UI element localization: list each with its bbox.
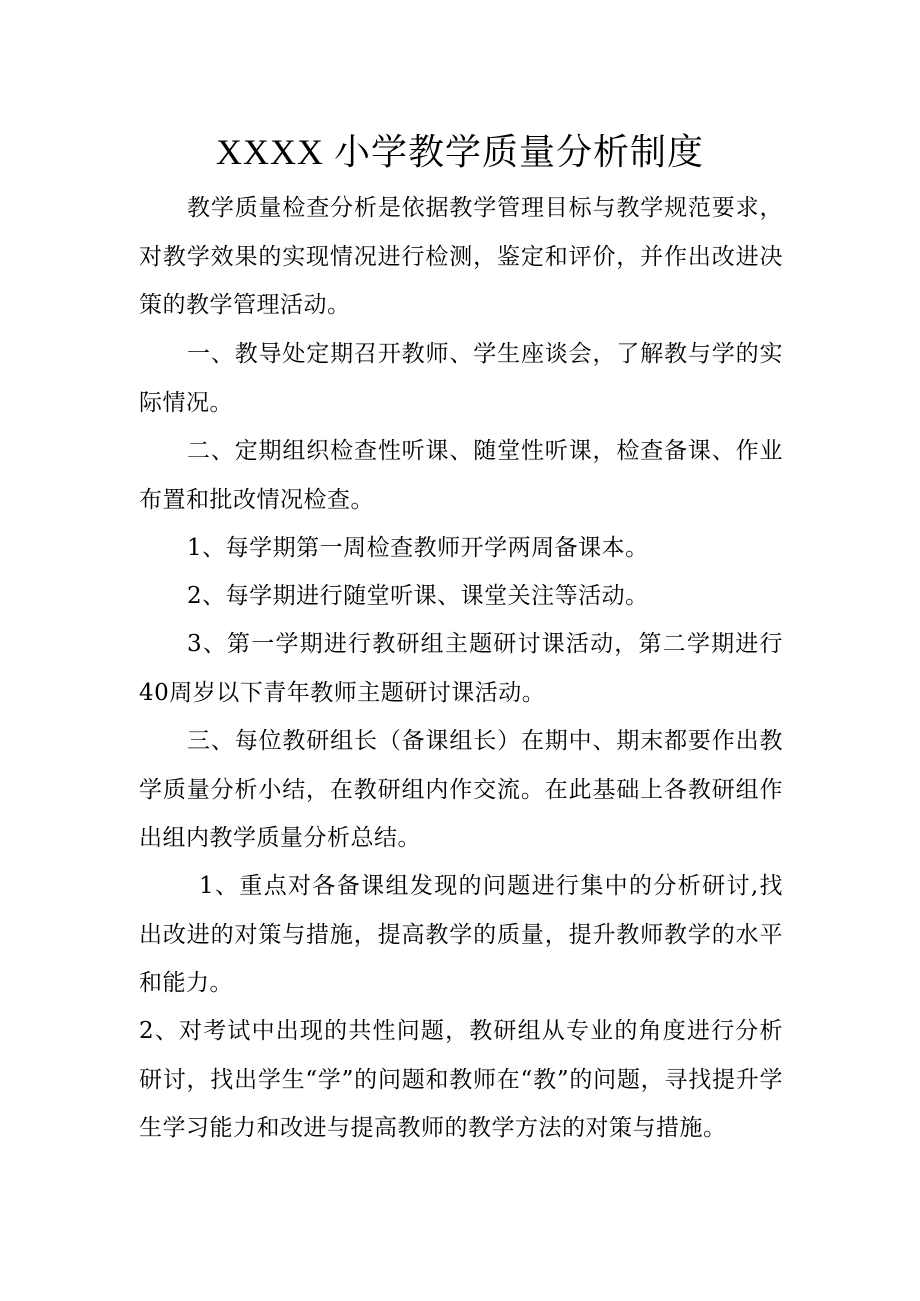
paragraph-section-2-item-2: 2、每学期进行随堂听课、课堂关注等活动。 bbox=[187, 583, 649, 609]
paragraph-section-1: 一、教导处定期召开教师、学生座谈会，了解教与学的实际情况。 bbox=[139, 341, 783, 416]
paragraph-section-3-item-1: 1、重点对各备课组发现的问题进行集中的分析研讨,找出改进的对策与措施，提高教学的质量，提升教师教学的水平和能力。 bbox=[139, 873, 783, 996]
paragraph-intro: 教学质量检查分析是依据教学管理目标与教学规范要求，对教学效果的实现情况进行检测，鉴定和评价，并作出改进决策的教学管理活动。 bbox=[139, 195, 783, 318]
paragraph-section-3-item-2: 2、对考试中出现的共性问题，教研组从专业的角度进行分析研讨，找出学生“学”的问题和教师在“教”的问题，寻找提升学生学习能力和改进与提高教师的教学方法的对策与措施。 bbox=[139, 1018, 783, 1141]
paragraph-section-3: 三、每位教研组长（备课组长）在期中、期末都要作出教学质量分析小结，在教研组内作交流。在此基础上各教研组作出组内教学质量分析总结。 bbox=[139, 728, 783, 851]
paragraph-section-2-item-1: 1、每学期第一周检查教师开学两周备课本。 bbox=[187, 535, 649, 561]
document-title: XXXX 小学教学质量分析制度 bbox=[216, 132, 704, 172]
paragraph-section-2-item-3: 3、第一学期进行教研组主题研讨课活动，第二学期进行40周岁以下青年教师主题研讨课活动。 bbox=[139, 631, 783, 706]
paragraph-section-2: 二、定期组织检查性听课、随堂性听课，检查备课、作业布置和批改情况检查。 bbox=[139, 438, 783, 513]
